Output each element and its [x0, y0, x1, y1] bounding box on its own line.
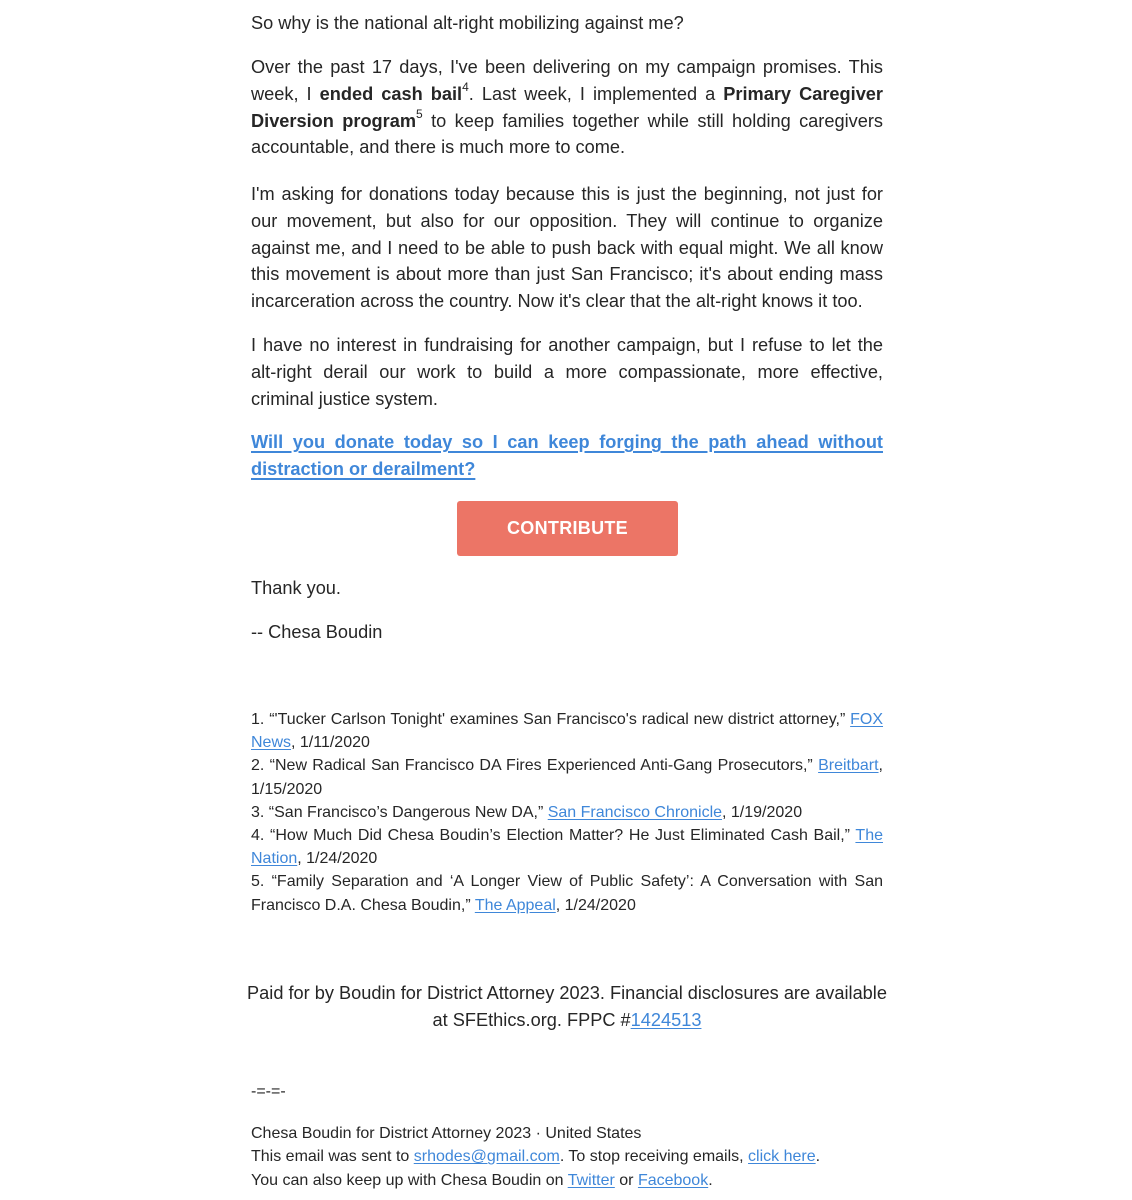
reference-number: 1. — [251, 711, 265, 728]
reference-number: 4. — [251, 827, 265, 845]
email-footer — [251, 1122, 883, 1192]
footnote-ref-4: 4 — [462, 79, 469, 94]
unsubscribe-link[interactable]: click here — [748, 1148, 816, 1166]
paragraph-promises — [251, 54, 883, 161]
contribute-button-wrap — [457, 501, 678, 556]
follow-prefix: You can also keep up with Chesa Boudin on — [251, 1171, 568, 1189]
reference-item — [251, 754, 883, 800]
divider-text: -=-=- — [251, 1083, 286, 1100]
period: . — [708, 1171, 713, 1189]
reference-number: 5. — [251, 873, 265, 891]
reference-item — [251, 801, 883, 824]
sent-prefix: This email was sent to — [251, 1148, 414, 1166]
caregiver-program-bold: Primary Caregiver Diversion program — [251, 83, 883, 131]
reference-date: , 1/15/2020 — [251, 757, 883, 798]
reference-source-link[interactable]: Breitbart — [818, 757, 879, 775]
paid-for-text: Paid for by Boudin for District Attorney 2023. Financial disclosures are available at SFEthics.org. FPPC # — [247, 983, 887, 1030]
period: . — [815, 1148, 821, 1166]
reference-item — [251, 824, 883, 870]
reference-source-link[interactable]: San Francisco Chronicle — [547, 803, 723, 821]
ended-cash-bail-bold: ended cash bail — [319, 83, 463, 104]
footnote-ref-5: 5 — [416, 106, 423, 121]
reference-title: “How Much Did Chesa Boudin’s Election Matter? He Just Eliminated Cash Bail,” — [270, 827, 856, 845]
reference-number: 2. — [251, 757, 265, 775]
twitter-link[interactable]: Twitter — [567, 1171, 615, 1189]
signature: -- Chesa Boudin — [251, 622, 383, 642]
donate-cta-link[interactable]: Will you donate today so I can keep forging the path ahead without distraction or derailment? — [251, 432, 883, 479]
reference-title: “Family Separation and ‘A Longer View of Public Safety’: A Conversation with San Francisco D.A. Chesa Boudin,” — [251, 873, 883, 914]
footer-sent-line — [251, 1145, 883, 1168]
reference-source-link[interactable]: The Nation — [251, 827, 883, 868]
or-text: or — [614, 1171, 638, 1189]
paragraph-donations: I'm asking for donations today because this is just the beginning, not just for our movement, but also for our opposition. They will continue to organize against me, and I need to be able to push back with equal might. We all know this movement is about more than just San Francisco; it's about ending mass incarceration across the country. Now it's clear that the alt-right knows it too. — [251, 184, 883, 312]
thank-you-text: Thank you. — [251, 578, 341, 598]
references-list — [251, 708, 883, 917]
reference-title: “San Francisco’s Dangerous New DA,” — [268, 803, 548, 821]
fppc-number-link[interactable]: 1424513 — [630, 1009, 702, 1030]
footer-org-line: Chesa Boudin for District Attorney 2023 · United States — [251, 1125, 642, 1142]
paragraph-fundraising: I have no interest in fundraising for another campaign, but I refuse to let the alt-right derail our work to build a more compassionate, more effective, criminal justice system. — [251, 335, 883, 409]
paragraph-question: So why is the national alt-right mobilizing against me? — [251, 13, 684, 33]
paid-for-disclaimer — [241, 980, 893, 1034]
reference-source-link[interactable]: FOX News — [251, 711, 884, 752]
contribute-button[interactable]: CONTRIBUTE — [457, 501, 678, 556]
stop-text: . To stop receiving emails, — [559, 1148, 749, 1166]
promises-text-c: . Last week, I implemented a — [468, 83, 724, 104]
footer-follow-line — [251, 1169, 883, 1192]
reference-title: “New Radical San Francisco DA Fires Experienced Anti-Gang Prosecutors,” — [269, 757, 819, 775]
reference-number: 3. — [251, 803, 265, 821]
recipient-email-link[interactable]: srhodes@gmail.com — [413, 1148, 560, 1166]
facebook-link[interactable]: Facebook — [637, 1171, 709, 1189]
reference-title: “'Tucker Carlson Tonight' examines San Francisco's radical new district attorney,” — [269, 711, 851, 728]
reference-date: , 1/19/2020 — [722, 803, 803, 821]
promises-text-a: Over the past 17 days, I've been delivering on my campaign promises. This week, I — [251, 57, 883, 104]
paragraph-cta — [251, 429, 883, 483]
reference-date: , 1/24/2020 — [297, 850, 378, 868]
reference-item — [251, 870, 883, 916]
reference-source-link[interactable]: The Appeal — [474, 896, 556, 914]
reference-date: , 1/24/2020 — [555, 896, 636, 914]
promises-text-d: to keep families together while still holding caregivers accountable, and there is much more to come. — [251, 110, 883, 158]
reference-date: , 1/11/2020 — [291, 734, 370, 752]
reference-item — [251, 708, 883, 754]
